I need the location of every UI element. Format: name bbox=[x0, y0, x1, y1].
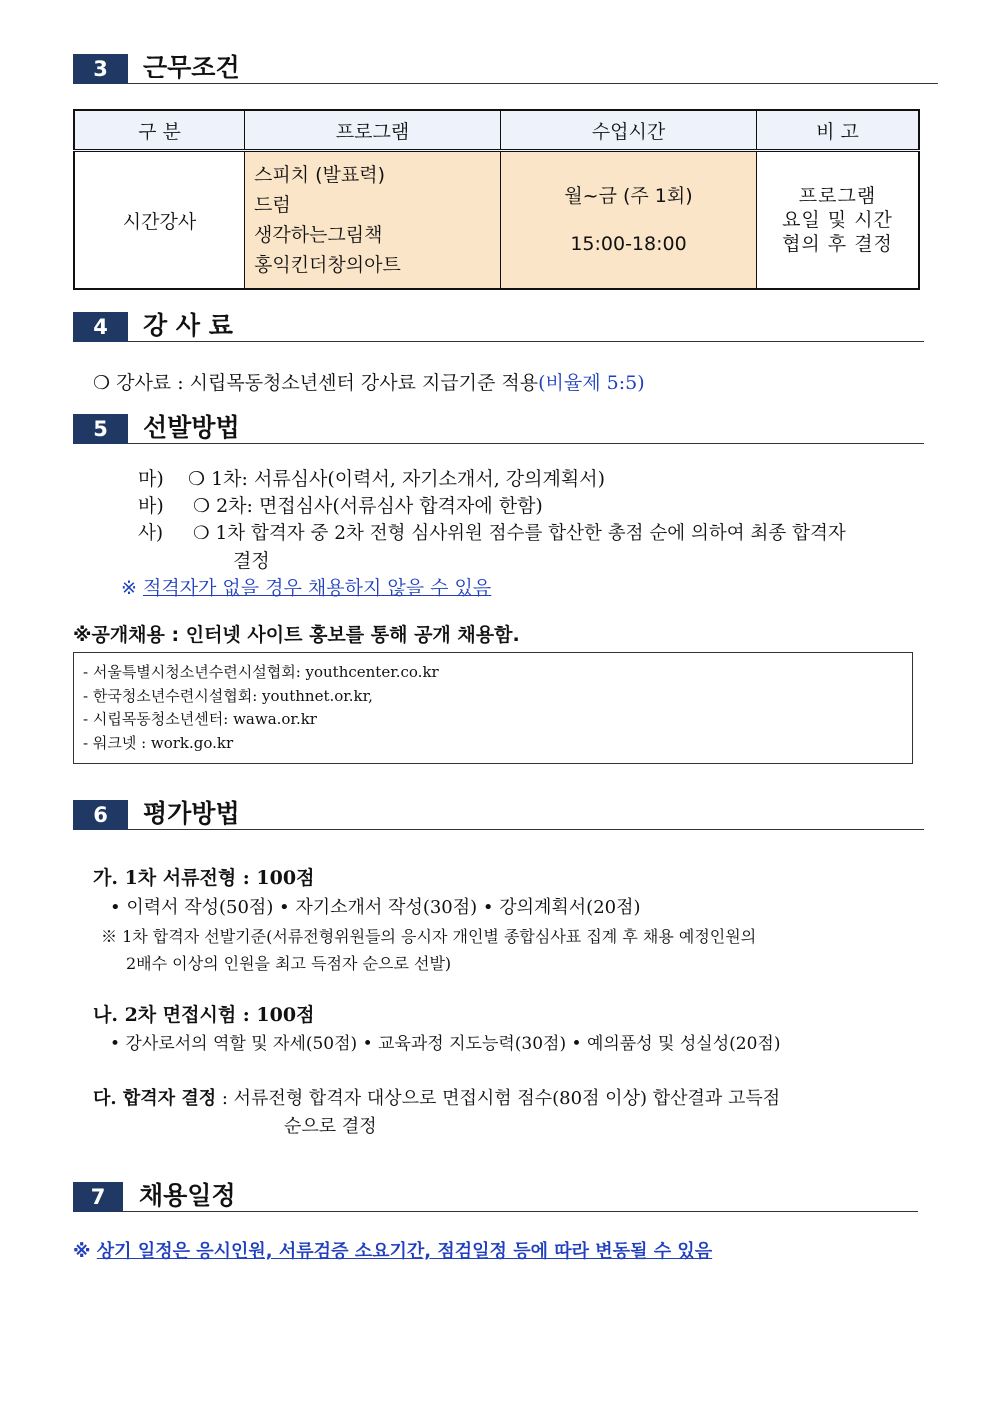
table-row bbox=[74, 151, 919, 290]
section-number: 7 bbox=[73, 1182, 123, 1212]
table-header-cell: 수업시간 bbox=[501, 110, 757, 151]
item-label: 바) bbox=[138, 495, 164, 517]
site-line: - 서울특별시청소년수련시설협회: youthcenter.co.kr bbox=[83, 663, 439, 681]
category-cell: 시간강사 bbox=[74, 151, 245, 290]
list-item-continuation: 결정 bbox=[233, 550, 270, 572]
program-item: 스피치 (발표력) bbox=[254, 164, 385, 186]
bullet-icon: ❍ bbox=[193, 523, 210, 544]
site-line: - 한국청소년수련시설협회: youthnet.or.kr, bbox=[83, 686, 373, 705]
site-line: - 워크넷 : work.go.kr bbox=[83, 733, 234, 752]
program-item: 홍익킨더창의아트 bbox=[254, 254, 401, 276]
class-time-cell bbox=[501, 151, 757, 290]
eval-decision-title: 다. 합격자 결정 bbox=[93, 1088, 217, 1109]
section-number: 4 bbox=[73, 312, 128, 342]
section-number: 3 bbox=[73, 54, 128, 84]
section-6-heading bbox=[73, 800, 924, 830]
eval-first-note: 2배수 이상의 인원을 최고 득점자 순으로 선발) bbox=[126, 954, 452, 973]
eval-second-title: 나. 2차 면접시험 : 100점 bbox=[93, 1004, 315, 1026]
section-title: 선발방법 bbox=[143, 413, 240, 442]
item-text: 1차: 서류심사(이력서, 자기소개서, 강의계획서) bbox=[211, 468, 605, 490]
note-mark: ※ bbox=[73, 1241, 91, 1262]
section-title: 평가방법 bbox=[143, 799, 240, 828]
section-divider bbox=[123, 1211, 918, 1212]
section-title: 채용일정 bbox=[139, 1181, 236, 1210]
eval-first-title: 가. 1차 서류전형 : 100점 bbox=[93, 867, 315, 889]
note-line: 요일 및 시간 bbox=[782, 209, 893, 231]
note-line: 협의 후 결정 bbox=[782, 233, 893, 255]
eval-first-note: ※ 1차 합격자 선발기준(서류전형위원들의 응시자 개인별 종합심사표 집계 후 채용 예정인원의 bbox=[101, 927, 757, 946]
public-hire-line: ※공개채용 : 인터넷 사이트 홍보를 통해 공개 채용함. bbox=[73, 624, 520, 646]
table-header-cell: 구 분 bbox=[74, 110, 245, 151]
section-divider bbox=[128, 83, 938, 84]
class-days: 월~금 (주 1회) bbox=[564, 185, 693, 207]
program-cell bbox=[245, 151, 501, 290]
fee-ratio: (비율제 5:5) bbox=[538, 372, 645, 394]
note-line: 프로그램 bbox=[798, 185, 877, 207]
bullet-icon: ❍ bbox=[93, 372, 111, 394]
program-item: 드럼 bbox=[254, 194, 291, 216]
class-hours: 15:00-18:00 bbox=[570, 233, 687, 255]
section-7-heading bbox=[73, 1182, 918, 1212]
work-conditions-table bbox=[73, 109, 920, 290]
list-item bbox=[138, 464, 605, 491]
section-4-heading bbox=[73, 312, 924, 342]
program-item: 생각하는그림책 bbox=[254, 224, 383, 246]
section-3-heading bbox=[73, 54, 938, 84]
section-number: 5 bbox=[73, 414, 128, 444]
eval-first-items: • 이력서 작성(50점) • 자기소개서 작성(30점) • 강의계획서(20점) bbox=[110, 897, 641, 918]
item-text: 2차: 면접심사(서류심사 합격자에 한함) bbox=[216, 495, 543, 517]
table-header-cell: 비 고 bbox=[757, 110, 920, 151]
section-divider bbox=[128, 341, 924, 342]
bullet-icon: ❍ bbox=[188, 468, 206, 490]
section-title: 근무조건 bbox=[143, 53, 240, 82]
eval-decision-text: 순으로 결정 bbox=[284, 1116, 377, 1137]
section-number: 6 bbox=[73, 800, 128, 830]
list-item bbox=[138, 519, 846, 545]
eval-second-items: • 강사로서의 역할 및 자세(50점) • 교육과정 지도능력(30점) • 예의품성 및 성실성(20점) bbox=[110, 1034, 781, 1054]
section-divider bbox=[128, 829, 924, 830]
bullet-icon: ❍ bbox=[193, 495, 211, 517]
eval-decision bbox=[93, 1084, 780, 1110]
schedule-note bbox=[73, 1237, 712, 1263]
note-cell bbox=[757, 151, 920, 290]
fee-text: 강사료 : 시립목동청소년센터 강사료 지급기준 적용 bbox=[116, 372, 539, 394]
item-label: 사) bbox=[138, 523, 164, 544]
eval-decision-text: : 서류전형 합격자 대상으로 면접시험 점수(80점 이상) 합산결과 고득점 bbox=[221, 1088, 781, 1109]
site-line: - 시립목동청소년센터: wawa.or.kr bbox=[83, 710, 317, 728]
section-divider bbox=[128, 443, 924, 444]
fee-line bbox=[93, 368, 645, 395]
item-label: 마) bbox=[138, 468, 164, 490]
section-title: 강 사 료 bbox=[143, 311, 233, 340]
note-text: 적격자가 없을 경우 채용하지 않을 수 있음 bbox=[142, 577, 492, 599]
note-mark: ※ bbox=[121, 577, 137, 599]
list-item bbox=[138, 491, 543, 518]
section-5-heading bbox=[73, 414, 924, 444]
table-header-row bbox=[74, 110, 919, 151]
note-text: 상기 일정은 응시인원, 서류검증 소요기간, 점검일정 등에 따라 변동될 수 있음 bbox=[96, 1241, 713, 1262]
table-header-cell: 프로그램 bbox=[245, 110, 501, 151]
selection-note bbox=[121, 573, 491, 600]
recruitment-sites-box bbox=[73, 652, 913, 764]
item-text: 1차 합격자 중 2차 전형 심사위원 점수를 합산한 총점 순에 의하여 최종 합격자 bbox=[215, 523, 846, 544]
